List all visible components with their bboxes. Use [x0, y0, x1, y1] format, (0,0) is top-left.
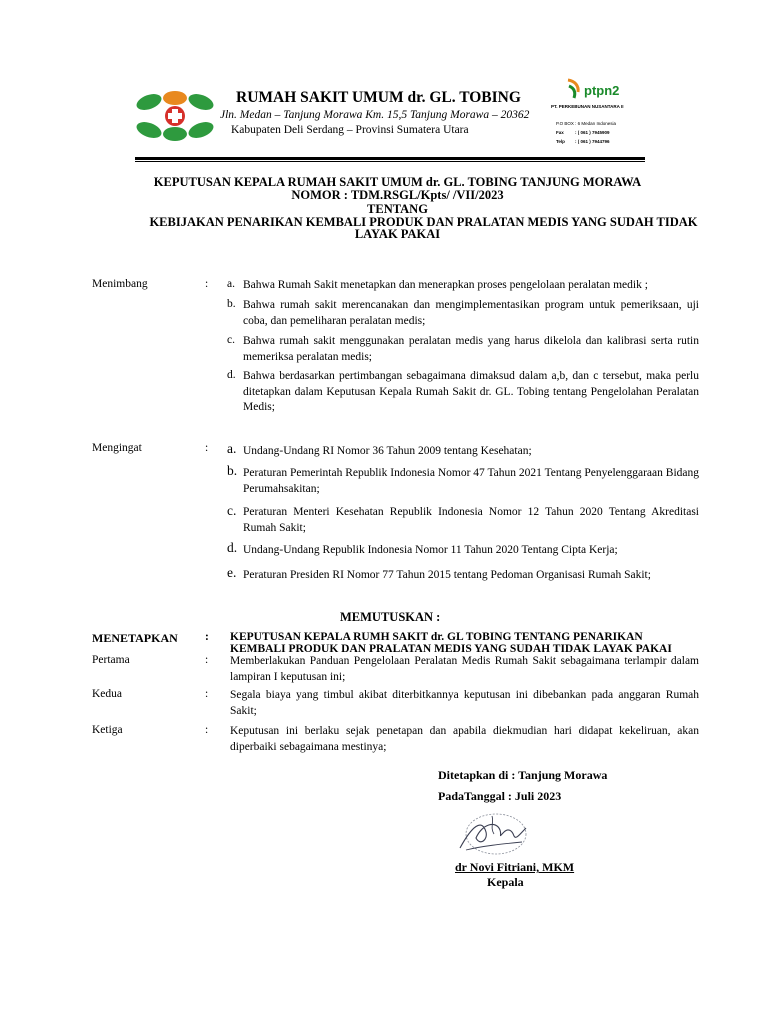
hospital-address-line2: Kabupaten Deli Serdang – Provinsi Sumatera Utara — [231, 124, 469, 136]
mengingat-item-b: Peraturan Pemerintah Republik Indonesia Nomor 47 Tahun 2021 Tentang Penyelenggaraan Bidang Perumahsakitan; — [243, 467, 699, 495]
menimbang-label: Menimbang — [92, 278, 148, 290]
menetapkan-label: MENETAPKAN — [92, 631, 178, 645]
mengingat-letter-c: c. — [227, 503, 237, 518]
header-divider-thin — [135, 161, 645, 162]
menetapkan-colon: : — [205, 631, 209, 643]
ptpn-fax-label: Fax — [556, 130, 564, 135]
pertama-label: Pertama — [92, 654, 130, 666]
pertama-text: Memberlakukan Panduan Pengelolaan Peralatan Medis Rumah Sakit sebagaimana terlampir dalam lampiran I keputusan ini; — [230, 655, 699, 683]
kedua-label: Kedua — [92, 688, 123, 700]
kedua-colon: : — [205, 688, 209, 700]
signer-position: Kepala — [487, 875, 524, 889]
menimbang-item-d: Bahwa berdasarkan pertimbangan sebagaimana dimaksud dalam a,b, dan c tersebut, maka perlu ditetapkan dalam Keputusan Kepala Rumah Sakit dr. GL. Tobing tentang Pengelolahan Peralatan Medis; — [243, 370, 699, 413]
ptpn-logo-icon — [566, 78, 582, 100]
hospital-logo-icon — [135, 88, 215, 144]
menimbang-letter-c: c. — [227, 334, 235, 346]
mengingat-item-c: Peraturan Menteri Kesehatan Republik Indonesia Nomor 12 Tahun 2020 Tentang Akreditasi Rumah Sakit; — [243, 506, 699, 534]
decree-number: NOMOR : TDM.RSGL/Kpts/ /VII/2023 — [291, 188, 504, 202]
menetapkan-text: KEPUTUSAN KEPALA RUMH SAKIT dr. GL TOBING TENTANG PENARIKAN KEMBALI PRODUK DAN PRALATAN MEDIS YANG SUDAH TIDAK LAYAK PAKAI — [230, 631, 672, 655]
menimbang-item-b: Bahwa rumah sakit merencanakan dan mengimplementasikan program untuk pemeriksaan, uji coba, dan pemeliharan peralatan medis; — [243, 299, 699, 327]
mengingat-letter-a: a. — [227, 441, 237, 456]
mengingat-label: Mengingat — [92, 442, 142, 454]
ptpn-logo-text: ptpn2 — [584, 83, 620, 98]
mengingat-letter-e: e. — [227, 565, 237, 580]
menimbang-letter-d: d. — [227, 369, 236, 381]
ptpn-company-name: PT. PERKEBUNAN NUSANTARA II — [551, 104, 624, 109]
signer-name: dr Novi Fitriani, MKM — [455, 860, 575, 874]
ketiga-text: Keputusan ini berlaku sejak penetapan dan apabila diekmudian hari didapat kekeliruan, akan diperbaiki sebagaimana mestinya; — [230, 725, 699, 753]
menimbang-letter-a: a. — [227, 278, 235, 290]
menimbang-colon: : — [205, 278, 209, 290]
ketiga-colon: : — [205, 724, 209, 736]
mengingat-colon: : — [205, 442, 209, 454]
ptpn-telp-label: Telp — [556, 139, 565, 144]
signature-place: Ditetapkan di : Tanjung Morawa — [438, 768, 608, 782]
ptpn-telp-value: : ( 061 ) 7944796 — [575, 139, 610, 144]
ptpn-fax-value: : ( 061 ) 7945909 — [575, 130, 610, 135]
mengingat-item-d: Undang-Undang Republik Indonesia Nomor 11 Tahun 2020 Tentang Cipta Kerja; — [243, 544, 618, 556]
ketiga-label: Ketiga — [92, 724, 123, 736]
hospital-name: RUMAH SAKIT UMUM dr. GL. TOBING — [236, 89, 521, 106]
mengingat-letter-d: d. — [227, 540, 238, 555]
menimbang-item-a: Bahwa Rumah Sakit menetapkan dan menerapkan proses pengelolaan peralatan medik ; — [243, 279, 648, 291]
handwritten-signature-icon — [452, 808, 534, 860]
decree-title-block — [80, 176, 715, 241]
menimbang-letter-b: b. — [227, 298, 236, 310]
decree-subject-line1: KEBIJAKAN PENARIKAN KEMBALI PRODUK DAN PRALATAN MEDIS YANG SUDAH TIDAK — [149, 215, 698, 229]
decree-title: KEPUTUSAN KEPALA RUMAH SAKIT UMUM dr. GL. TOBING TANJUNG MORAWA — [153, 175, 642, 189]
decree-tentang: TENTANG — [367, 202, 428, 216]
menimbang-item-c: Bahwa rumah sakit menggunakan peralatan medis yang harus dikelola dan kalibrasi serta rutin memeriksa peralatan medis; — [243, 335, 699, 363]
mengingat-item-e: Peraturan Presiden RI Nomor 77 Tahun 2015 tentang Pedoman Organisasi Rumah Sakit; — [243, 569, 651, 581]
pertama-colon: : — [205, 654, 209, 666]
decree-subject-line2: LAYAK PAKAI — [354, 227, 441, 241]
kedua-text: Segala biaya yang timbul akibat diterbitkannya keputusan ini dibebankan pada anggaran Rumah Sakit; — [230, 689, 699, 717]
header-divider — [135, 157, 645, 160]
memutuskan-heading: MEMUTUSKAN : — [340, 610, 441, 624]
mengingat-letter-b: b. — [227, 463, 238, 478]
hospital-address-line1: Jln. Medan – Tanjung Morawa Km. 15,5 Tanjung Morawa – 20362 — [220, 109, 530, 121]
ptpn-pobox: P.O BOX : 6 Medan Indonesia — [556, 121, 616, 126]
signature-date: PadaTanggal : Juli 2023 — [438, 789, 562, 803]
mengingat-item-a: Undang-Undang RI Nomor 36 Tahun 2009 tentang Kesehatan; — [243, 445, 532, 457]
